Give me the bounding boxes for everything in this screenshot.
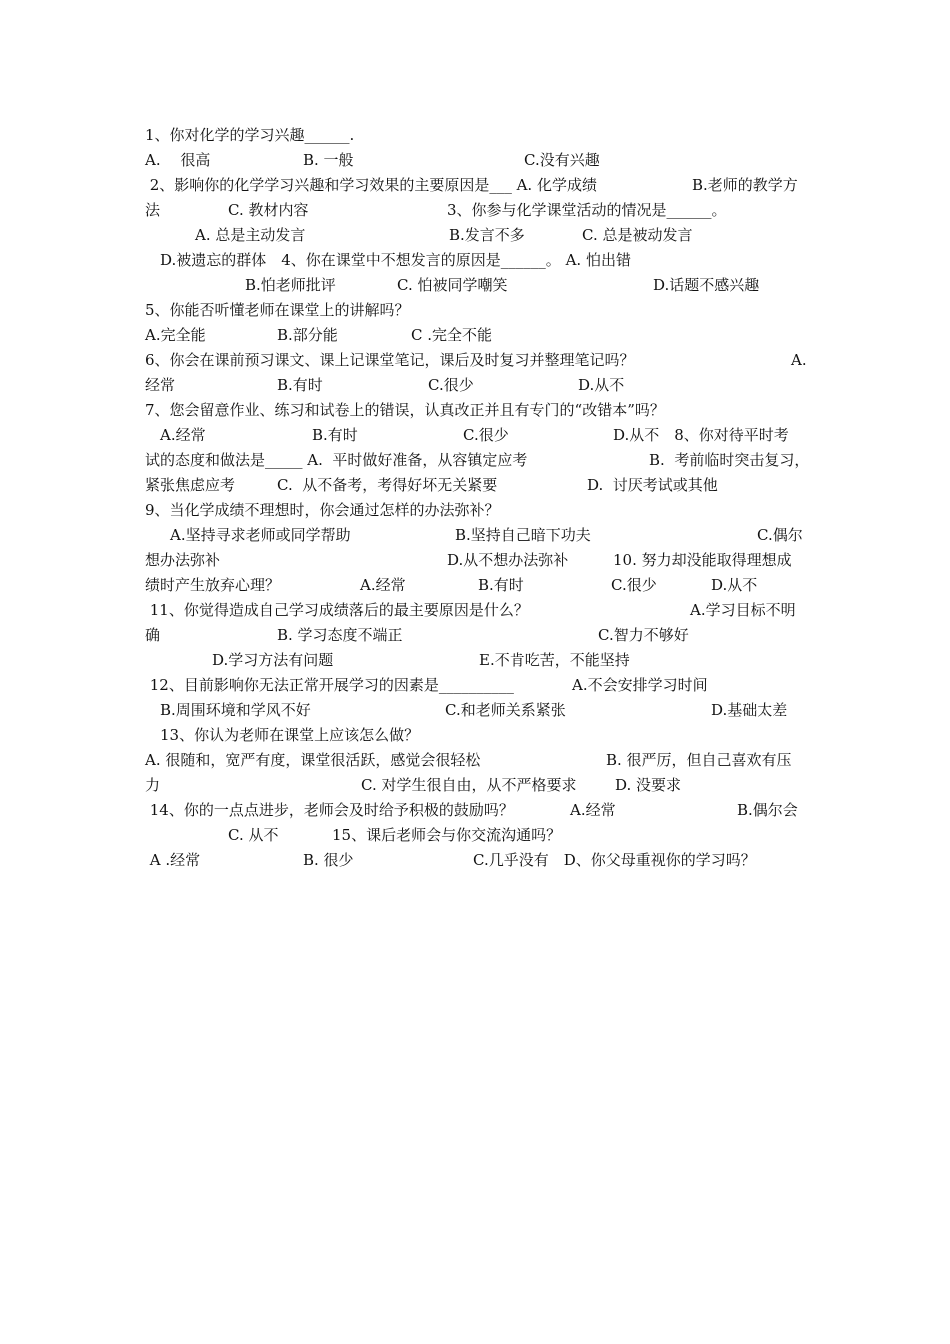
text-segment: D. 没要求 <box>615 776 682 794</box>
text-segment: 想办法弥补 <box>145 551 221 569</box>
text-segment: B. 很严厉，但自己喜欢有压 <box>606 751 792 769</box>
text-segment: D.从不 <box>578 376 625 394</box>
text-segment: B.有时 <box>478 576 524 594</box>
text-segment: D.基础太差 <box>711 701 788 719</box>
text-segment: A.完全能 <box>145 326 206 344</box>
text-segment: 15、课后老师会与你交流沟通吗？ <box>332 826 562 844</box>
text-segment: D. 讨厌考试或其他 <box>587 476 718 494</box>
text-segment: A.经常 <box>570 801 616 819</box>
text-segment: 绩时产生放弃心理？ <box>145 576 281 594</box>
text-segment: 14、你的一点点进步，老师会及时给予积极的鼓励吗？ <box>145 801 514 819</box>
text-segment: D.从不 8、你对待平时考 <box>613 426 789 444</box>
text-segment: 3、你参与化学课堂活动的情况是______。 <box>447 201 727 219</box>
text-segment: D.话题不感兴趣 <box>653 276 760 294</box>
text-segment: 紧张焦虑应考 <box>145 476 236 494</box>
text-segment: 1、你对化学的学习兴趣______. <box>145 126 355 144</box>
text-segment: 力 <box>145 776 161 794</box>
text-segment: 10. 努力却没能取得理想成 <box>613 551 792 569</box>
text-segment: C. 从不 <box>228 826 279 844</box>
text-segment: C. 教材内容 <box>228 201 309 219</box>
text-segment: C.偶尔 <box>757 526 803 544</box>
text-segment: 法 <box>145 201 161 219</box>
text-segment: C.智力不够好 <box>598 626 689 644</box>
text-segment: E.不肯吃苦，不能坚持 <box>479 651 630 669</box>
text-segment: 5、你能否听懂老师在课堂上的讲解吗？ <box>145 301 410 319</box>
text-segment: A.经常 <box>160 426 206 444</box>
text-segment: B. 很少 <box>303 851 354 869</box>
text-segment: 13、你认为老师在课堂上应该怎么做？ <box>160 726 420 744</box>
text-segment: B.有时 <box>277 376 323 394</box>
text-segment: D.从不 <box>711 576 758 594</box>
text-segment: C. 怕被同学嘲笑 <box>397 276 508 294</box>
text-segment: A.学习目标不明 <box>690 601 796 619</box>
text-segment: C.几乎没有 D、你父母重视你的学习吗？ <box>473 851 756 869</box>
text-segment: A. <box>791 351 807 369</box>
text-segment: 试的态度和做法是_____ A. 平时做好准备，从容镇定应考 <box>145 451 528 469</box>
text-segment: C.和老师关系紧张 <box>445 701 566 719</box>
text-segment: B.坚持自己暗下功夫 <box>455 526 591 544</box>
text-segment: B. 学习态度不端正 <box>277 626 403 644</box>
text-segment: C .完全不能 <box>411 326 493 344</box>
text-segment: C. 总是被动发言 <box>582 226 693 244</box>
text-segment: C.很少 <box>611 576 657 594</box>
text-segment: A.坚持寻求老师或同学帮助 <box>170 526 351 544</box>
text-segment: B. 一般 <box>303 151 354 169</box>
text-segment: C. 对学生很自由，从不严格要求 <box>361 776 577 794</box>
text-segment: D.学习方法有问题 <box>212 651 334 669</box>
text-segment: 12、目前影响你无法正常开展学习的因素是__________ <box>145 676 514 694</box>
text-segment: B.有时 <box>312 426 358 444</box>
text-segment: 经常 <box>145 376 176 394</box>
text-segment: B. 考前临时突击复习， <box>649 451 810 469</box>
text-segment: A.不会安排学习时间 <box>572 676 708 694</box>
text-segment: A .经常 <box>145 851 201 869</box>
text-segment: B.周围环境和学风不好 <box>160 701 311 719</box>
text-segment: A.经常 <box>360 576 406 594</box>
text-segment: C.很少 <box>428 376 474 394</box>
text-segment: D.从不想办法弥补 <box>447 551 569 569</box>
text-segment: B.偶尔会 <box>737 801 798 819</box>
text-segment: C.没有兴趣 <box>524 151 600 169</box>
text-segment: 7、您会留意作业、练习和试卷上的错误，认真改正并且有专门的“改错本”吗？ <box>145 401 665 419</box>
text-segment: 9、当化学成绩不理想时，你会通过怎样的办法弥补？ <box>145 501 500 519</box>
text-segment: D.被遗忘的群体 4、你在课堂中不想发言的原因是______。 A. 怕出错 <box>160 251 631 269</box>
text-segment: B.怕老师批评 <box>245 276 336 294</box>
text-segment: C.很少 <box>463 426 509 444</box>
text-segment: 2、影响你的化学学习兴趣和学习效果的主要原因是___ A. 化学成绩 <box>145 176 597 194</box>
text-segment: C. 从不备考，考得好坏无关紧要 <box>277 476 498 494</box>
text-segment: B.部分能 <box>277 326 338 344</box>
text-segment: A. 很随和，宽严有度，课堂很活跃，感觉会很轻松 <box>145 751 481 769</box>
text-segment: 11、你觉得造成自己学习成绩落后的最主要原因是什么？ <box>145 601 529 619</box>
text-segment: A. 很高 <box>145 151 211 169</box>
text-segment: B.老师的教学方 <box>692 176 798 194</box>
text-segment: A. 总是主动发言 <box>195 226 306 244</box>
text-segment: 确 <box>145 626 161 644</box>
text-segment: B.发言不多 <box>449 226 525 244</box>
text-segment: 6、你会在课前预习课文、课上记课堂笔记，课后及时复习并整理笔记吗？ <box>145 351 635 369</box>
